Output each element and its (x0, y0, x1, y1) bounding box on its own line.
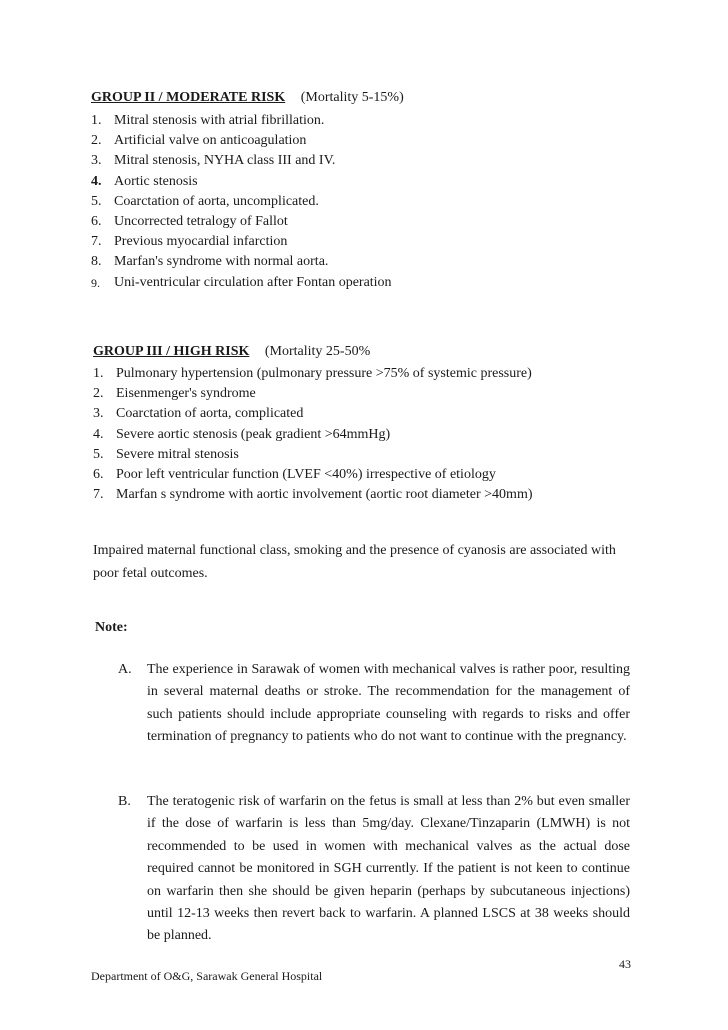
fetal-outcomes-paragraph: Impaired maternal functional class, smoking and the presence of cyanosis are associated with poor fetal outcomes. (93, 543, 616, 581)
group3-mortality: (Mortality 25-50% (264, 344, 371, 359)
group3-list (93, 364, 653, 505)
group3-title: GROUP III / HIGH RISK (93, 344, 250, 359)
group3-heading (93, 344, 370, 360)
note-item-a (118, 659, 630, 771)
list-item: 2. Eisenmenger's syndrome (93, 386, 256, 402)
note-item-text: The experience in Sarawak of women with mechanical valves is rather poor, resulting in several maternal deaths or stroke. The recommendation for the management of such patients should include appropriate counseling with regards to risks and offer termination of pregnancy to patients who do not want to continue with the pregnancy. (147, 662, 630, 745)
list-item: 7. Previous myocardial infarction (91, 234, 288, 250)
note-item-letter: B. (118, 794, 131, 809)
note-item-letter: A. (118, 662, 132, 677)
list-item: 8. Marfan's syndrome with normal aorta. (91, 254, 329, 270)
list-item: 7. Marfan s syndrome with aortic involvement (aortic root diameter >40mm) (93, 487, 533, 503)
list-item: 5. Coarctation of aorta, uncomplicated. (91, 193, 319, 209)
list-item: 4. Aortic stenosis (91, 173, 198, 189)
list-item: 1. Pulmonary hypertension (pulmonary pressure >75% of systemic pressure) (93, 366, 532, 381)
list-item: 6. Poor left ventricular function (LVEF <40%) irrespective of etiology (93, 466, 496, 482)
note-item-text: The teratogenic risk of warfarin on the fetus is small at less than 2% but even smaller if the dose of warfarin is less than 5mg/day. Clexane/Tinzaparin (LMWH) is not recommended to be used in women with mechanical valves as the actual dose required cannot be monitored in SGH currently. If the patient is not keen to continue on warfarin then she should be given heparin (perhaps by subcutaneous injections) until 12-13 weeks then revert back to warfarin. A planned LSCS at 38 weeks should be planned. (147, 794, 630, 944)
list-item: 3. Mitral stenosis, NYHA class III and IV. (91, 153, 336, 169)
group2-mortality: (Mortality 5-15%) (300, 90, 404, 105)
list-item: 2. Artificial valve on anticoagulation (91, 133, 307, 149)
list-item: 5. Severe mitral stenosis (93, 446, 239, 462)
list-item: 4. Severe aortic stenosis (peak gradient >64mmHg) (93, 426, 391, 442)
footer: Department of O&G, Sarawak General Hospital (91, 969, 323, 983)
group2-list (91, 111, 651, 293)
list-item: 3. Coarctation of aorta, complicated (93, 406, 304, 422)
note-item-b (118, 791, 630, 944)
group2-title: GROUP II / MODERATE RISK (91, 90, 286, 105)
list-item: 9. Uni-ventricular circulation after Fontan operation (91, 274, 392, 290)
page-number: 43 (619, 957, 631, 971)
list-item: 1. Mitral stenosis with atrial fibrillation. (91, 113, 325, 128)
group2-heading (91, 90, 404, 106)
note-heading: Note: (95, 620, 128, 635)
list-item: 6. Uncorrected tetralogy of Fallot (91, 213, 288, 229)
